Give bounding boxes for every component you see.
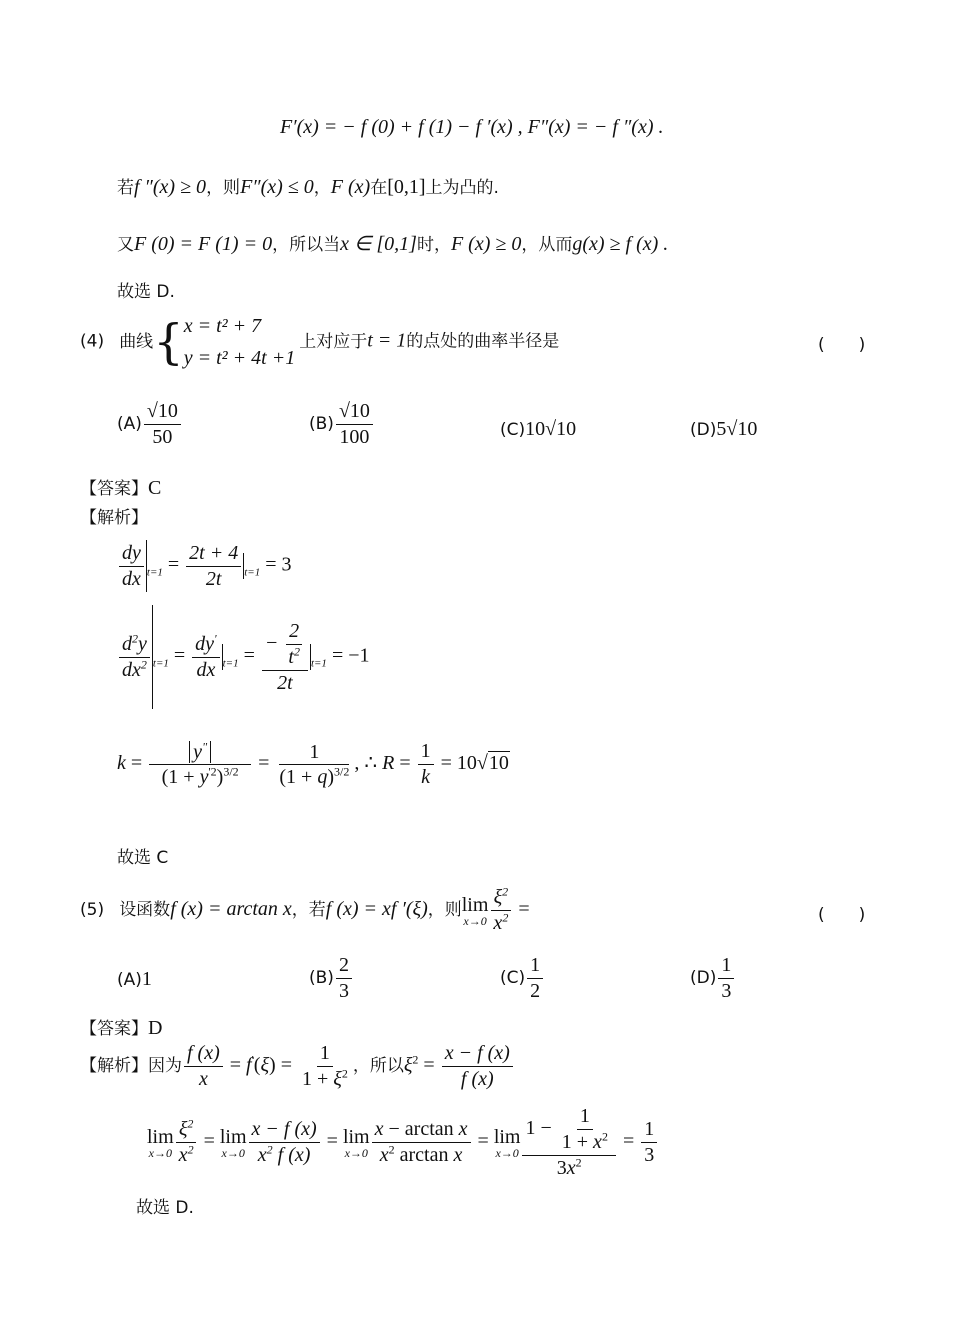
answer-line-4: 【答案】C: [80, 477, 162, 499]
curvature-formula: k = $\frac{y^"}{(1 + y^{'2})^{3/2}}$ = $\frac{1}{(1 + q)^{3/2}}$ , ∴ R = $\frac{1}{k}$ = 10√10: [117, 738, 509, 788]
answer-blank: ( ): [818, 905, 866, 925]
question-4: (4) 曲线{ x = t² + 7 y = t² + 4t +1 上对应于t = 1的点处的曲率半径是: [80, 310, 559, 374]
option-c: (C)10√10: [500, 418, 577, 440]
answer-line-5: 【答案】D: [80, 1017, 163, 1039]
option-c: (C) $\frac{1}{2}$: [500, 954, 545, 1003]
parametric-system: x = t² + 7 y = t² + 4t +1: [183, 315, 296, 369]
option-d: (D)5√10: [690, 418, 758, 440]
question-5: (5) 设函数f (x) = arctan x，若f (x) = xf ′(ξ)，则 lim x→0 $\frac{\xi^2}{x^2}$ =: [80, 884, 530, 934]
choose-d-text: 故选 D.: [117, 282, 175, 302]
equation-derivative: F′(x) = − f (0) + f (1) − f ′(x) , F″(x) = − f ″(x) .: [280, 116, 664, 138]
option-a: (A)1: [117, 968, 152, 990]
option-b: (B) $\frac{2}{3}$: [309, 954, 354, 1003]
choose-c-text: 故选 C: [117, 848, 169, 868]
question-number: (4): [80, 331, 105, 352]
option-d: (D) $\frac{1}{3}$: [690, 954, 736, 1003]
answer-blank: ( ): [818, 335, 866, 355]
brace-icon: {: [153, 314, 184, 370]
first-derivative-formula: $\frac{dy}{dx}$ $_{t=1}$ = $\frac{2t + 4}{2t}$ $_{t=1}$ = 3: [117, 540, 291, 592]
convexity-statement: 若f ″(x) ≥ 0，则F″(x) ≤ 0，F (x)在[0,1]上为凸的.: [117, 176, 499, 198]
limit-chain: lim x→0 $\frac{\xi^2}{x^2}$ = lim x→0 $\frac{x - f (x)}{x^2 f (x)}$ = lim x→0 $\frac{\text{x − arctan x}}{x^2 \arctan x}$ = lim x→0 1 − $\frac{1}{1 + x^2}$ $3x^2$ = $\frac{1}{3}$: [147, 1105, 659, 1180]
analysis-tag-4: 【解析】: [80, 508, 148, 528]
option-a: (A) $\frac{√10}{50}$: [117, 400, 183, 449]
analysis-5: 【解析】因为 $\frac{f (x)}{x}$ = f'(ξ) = $\frac{1}{1 + \xi^2}$ ，所以$\xi^2$ = $\frac{x - f (x)}{f (x)}$: [80, 1042, 515, 1091]
choose-d-text-2: 故选 D.: [136, 1198, 194, 1218]
conclusion-statement: 又F (0) = F (1) = 0，所以当x ∈ [0,1]时，F (x) ≥ 0，从而g(x) ≥ f (x) .: [117, 233, 669, 255]
second-derivative-formula: $\frac{d^2y}{dx^2}$ $_{t=1}$ = $\frac{dy'}{dx}$ $_{t=1}$ = − $\frac{2}{t^2}$ 2t $_{t=1}$ = −1: [117, 605, 370, 709]
option-b: (B) $\frac{√10}{100}$: [309, 400, 375, 449]
